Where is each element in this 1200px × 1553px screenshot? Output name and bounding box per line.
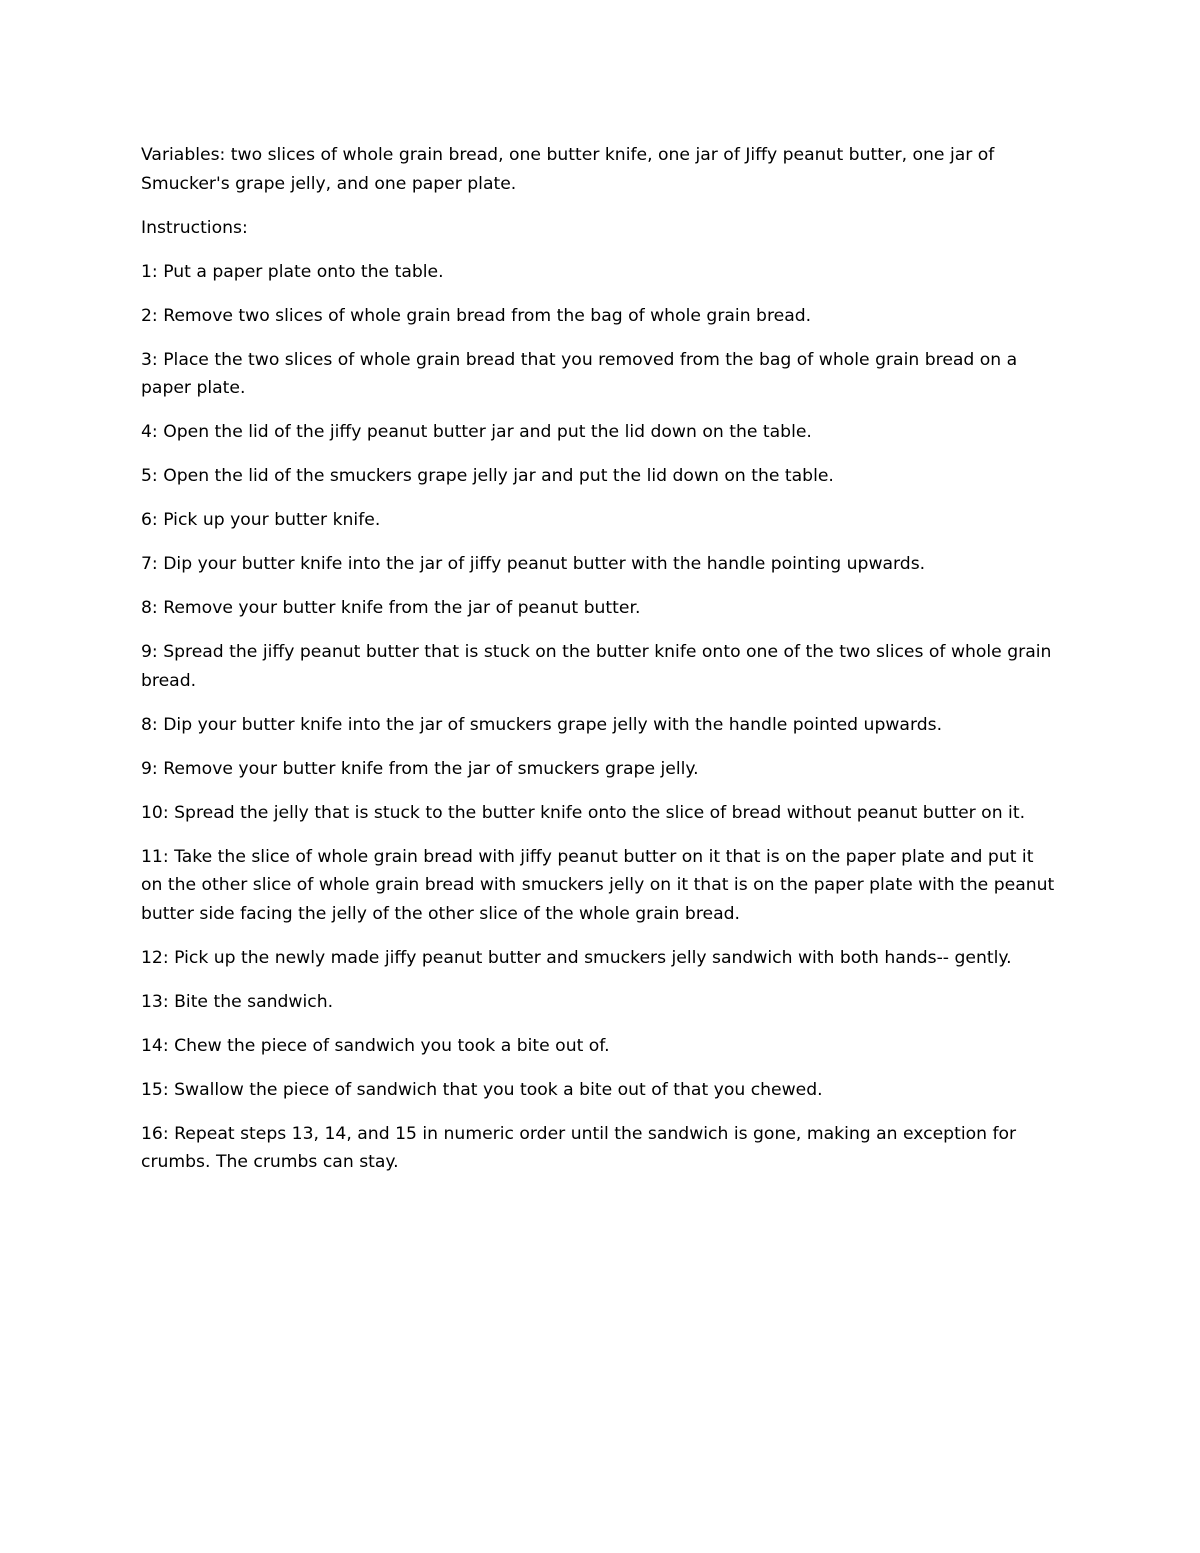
step-10: 10: Spread the jelly that is stuck to the butter knife onto the slice of bread without peanut butter on it. bbox=[141, 802, 1026, 823]
step-11: 11: Take the slice of whole grain bread with jiffy peanut butter on it that is on the paper plate and put it on the other slice of whole grain bread with smuckers jelly on it that is on the paper plate with the peanut butter side facing the jelly of the other slice of the whole grain bread. bbox=[141, 846, 1055, 924]
instructions-heading: Instructions: bbox=[141, 217, 248, 238]
step-13: 13: Bite the sandwich. bbox=[141, 991, 334, 1012]
step-16: 16: Repeat steps 13, 14, and 15 in numeric order until the sandwich is gone, making an exception for crumbs. The crumbs can stay. bbox=[141, 1123, 1017, 1172]
step-8-second: 8: Dip your butter knife into the jar of smuckers grape jelly with the handle pointed upwards. bbox=[141, 714, 943, 735]
step-6: 6: Pick up your butter knife. bbox=[141, 510, 381, 530]
step-14: 14: Chew the piece of sandwich you took a bite out of. bbox=[141, 1035, 610, 1056]
step-5: 5: Open the lid of the smuckers grape jelly jar and put the lid down on the table. bbox=[141, 466, 834, 486]
step-9-second: 9: Remove your butter knife from the jar of smuckers grape jelly. bbox=[141, 758, 699, 779]
step-1: 1: Put a paper plate onto the table. bbox=[141, 261, 444, 282]
step-4: 4: Open the lid of the jiffy peanut butter jar and put the lid down on the table. bbox=[141, 422, 812, 442]
step-7: 7: Dip your butter knife into the jar of jiffy peanut butter with the handle pointing upwards. bbox=[141, 554, 926, 574]
step-3: 3: Place the two slices of whole grain bread that you removed from the bag of whole grain bread on a paper plate. bbox=[141, 349, 1018, 398]
step-15: 15: Swallow the piece of sandwich that you took a bite out of that you chewed. bbox=[141, 1079, 823, 1100]
step-2: 2: Remove two slices of whole grain bread from the bag of whole grain bread. bbox=[141, 305, 812, 326]
step-12: 12: Pick up the newly made jiffy peanut butter and smuckers jelly sandwich with both hands-- gently. bbox=[141, 947, 1012, 968]
variables-paragraph: Variables: two slices of whole grain bread, one butter knife, one jar of Jiffy peanut butter, one jar of Smucker's grape jelly, and one paper plate. bbox=[141, 145, 995, 194]
step-9: 9: Spread the jiffy peanut butter that is stuck on the butter knife onto one of the two slices of whole grain bread. bbox=[141, 642, 1052, 691]
step-8: 8: Remove your butter knife from the jar of peanut butter. bbox=[141, 598, 641, 618]
